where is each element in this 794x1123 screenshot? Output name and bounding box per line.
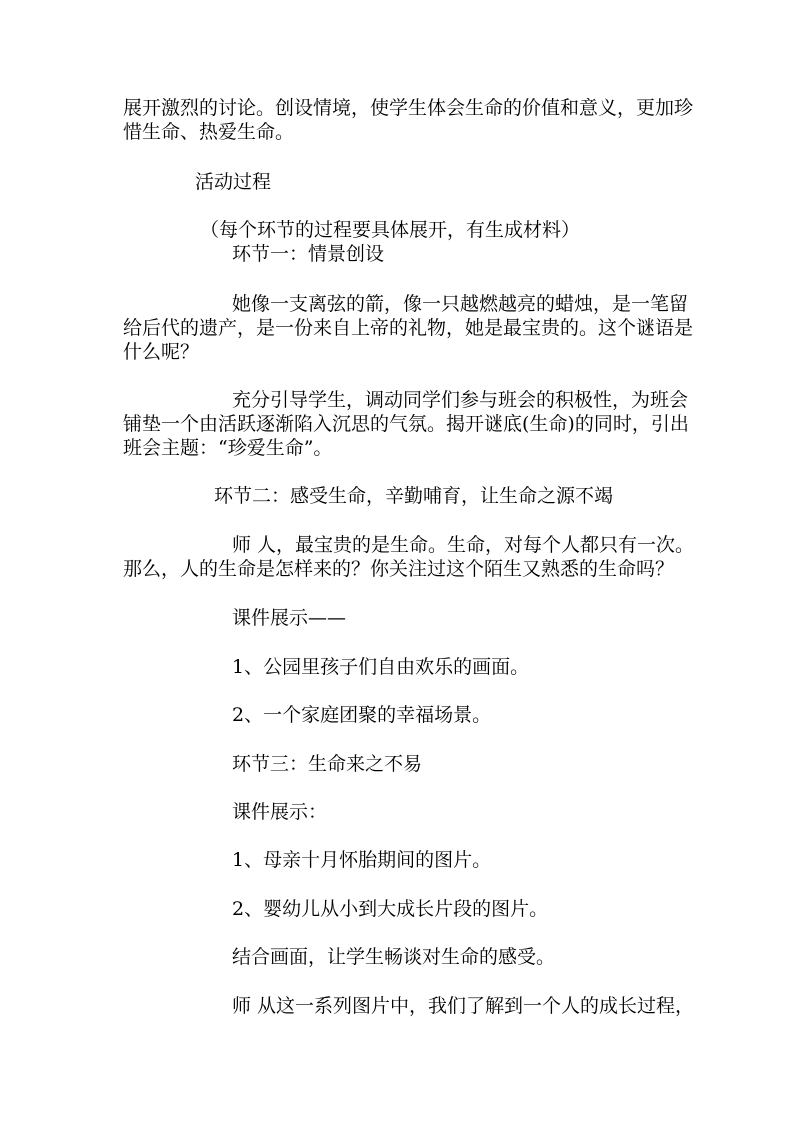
list-item: 1、母亲十月怀胎期间的图片。 bbox=[232, 849, 492, 871]
teacher-line-1: 师 人，最宝贵的是生命。生命，对每个人都只有一次。 bbox=[232, 534, 695, 556]
section1-title: 环节一：情景创设 bbox=[232, 243, 385, 265]
guide-line-2: 铺垫一个由活跃逐渐陷入沉思的气氛。揭开谜底(生命)的同时，引出 bbox=[123, 413, 689, 435]
intro-line-2: 惜生命、热爱生命。 bbox=[123, 121, 295, 143]
teacher-line-2: 那么，人的生命是怎样来的？你关注过这个陌生又熟悉的生命吗？ bbox=[123, 558, 675, 580]
section3-title: 环节三：生命来之不易 bbox=[232, 753, 423, 775]
combine-text: 结合画面，让学生畅谈对生命的感受。 bbox=[232, 946, 556, 968]
riddle-line-1: 她像一支离弦的箭，像一只越燃越亮的蜡烛，是一笔留 bbox=[232, 293, 689, 315]
courseware-heading-2: 课件展示： bbox=[232, 801, 328, 823]
intro-line-1: 展开激烈的讨论。创设情境，使学生体会生命的价值和意义，更加珍 bbox=[123, 97, 694, 119]
riddle-line-3: 什么呢？ bbox=[123, 341, 200, 363]
list-item: 2、婴幼儿从小到大成长片段的图片。 bbox=[232, 898, 549, 920]
note-text: （每个环节的过程要具体展开，有生成材料） bbox=[200, 219, 581, 241]
riddle-line-2: 给后代的遗产，是一份来自上帝的礼物，她是最宝贵的。这个谜语是 bbox=[123, 317, 694, 339]
activity-heading: 活动过程 bbox=[195, 171, 272, 193]
guide-line-1: 充分引导学生，调动同学们参与班会的积极性，为班会 bbox=[232, 389, 689, 411]
guide-line-3: 班会主题：“珍爱生命”。 bbox=[123, 437, 333, 459]
section2-title: 环节二：感受生命，辛勤哺育，让生命之源不竭 bbox=[214, 485, 614, 507]
list-item: 2、一个家庭团聚的幸福场景。 bbox=[232, 704, 492, 726]
courseware-heading-1: 课件展示—— bbox=[232, 607, 347, 629]
list-item: 1、公园里孩子们自由欢乐的画面。 bbox=[232, 656, 530, 678]
teacher-line-3: 师 从这一系列图片中，我们了解到一个人的成长过程， bbox=[232, 995, 695, 1017]
